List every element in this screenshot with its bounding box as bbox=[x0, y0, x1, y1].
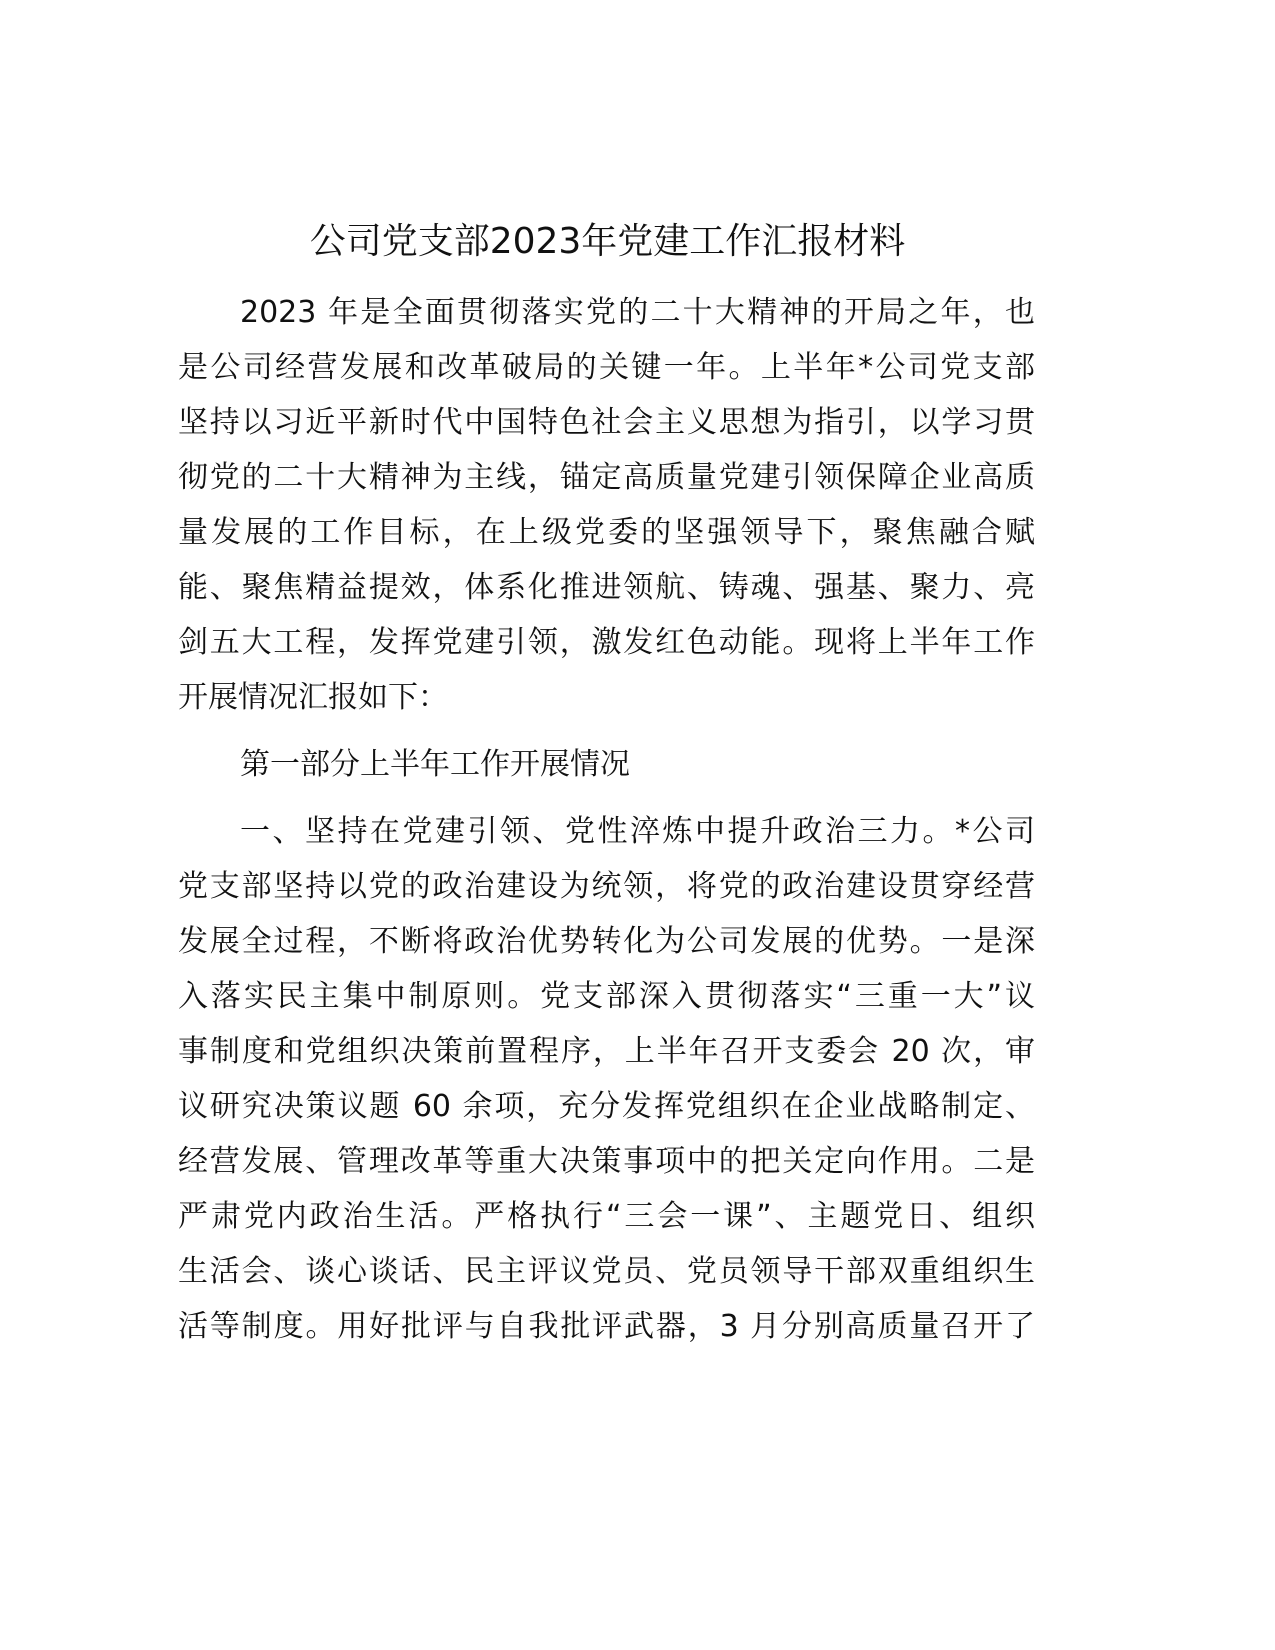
paragraph-line: 议研究决策议题 60 余项，充分发挥党组织在企业战略制定、 bbox=[178, 1089, 1035, 1124]
paragraph-line: 能、聚焦精益提效，体系化推进领航、铸魂、强基、聚力、亮 bbox=[178, 570, 1035, 605]
paragraph-line: 活等制度。用好批评与自我批评武器，3 月分别高质量召开了 bbox=[178, 1309, 1035, 1344]
paragraph-intro bbox=[178, 290, 1035, 730]
document-body bbox=[178, 290, 1035, 1371]
paragraph-line: 经营发展、管理改革等重大决策事项中的把关定向作用。二是 bbox=[178, 1144, 1035, 1179]
paragraph-section-one bbox=[178, 809, 1035, 1359]
paragraph-line: 事制度和党组织决策前置程序，上半年召开支委会 20 次，审 bbox=[178, 1034, 1035, 1069]
paragraph-line: 是公司经营发展和改革破局的关键一年。上半年*公司党支部 bbox=[178, 350, 1035, 385]
paragraph-line: 2023 年是全面贯彻落实党的二十大精神的开局之年，也 bbox=[240, 295, 1035, 330]
paragraph-line: 入落实民主集中制原则。党支部深入贯彻落实“三重一大”议 bbox=[178, 979, 1035, 1014]
paragraph-line: 党支部坚持以党的政治建设为统领，将党的政治建设贯穿经营 bbox=[178, 869, 1035, 904]
paragraph-line: 彻党的二十大精神为主线，锚定高质量党建引领保障企业高质 bbox=[178, 460, 1035, 495]
section-heading-text: 第一部分上半年工作开展情况 bbox=[240, 747, 630, 782]
section-heading bbox=[178, 742, 1035, 797]
document-title: 公司党支部2023年党建工作汇报材料 bbox=[309, 221, 906, 262]
paragraph-line: 一、坚持在党建引领、党性淬炼中提升政治三力。*公司 bbox=[240, 814, 1035, 849]
paragraph-line: 严肃党内政治生活。严格执行“三会一课”、主题党日、组织 bbox=[178, 1199, 1035, 1234]
paragraph-line: 生活会、谈心谈话、民主评议党员、党员领导干部双重组织生 bbox=[178, 1254, 1035, 1289]
paragraph-line: 坚持以习近平新时代中国特色社会主义思想为指引，以学习贯 bbox=[178, 405, 1035, 440]
paragraph-line: 量发展的工作目标，在上级党委的坚强领导下，聚焦融合赋 bbox=[178, 515, 1035, 550]
paragraph-line: 开展情况汇报如下： bbox=[178, 680, 448, 715]
paragraph-line: 剑五大工程，发挥党建引领，激发红色动能。现将上半年工作 bbox=[178, 625, 1035, 660]
paragraph-line: 发展全过程，不断将政治优势转化为公司发展的优势。一是深 bbox=[178, 924, 1035, 959]
